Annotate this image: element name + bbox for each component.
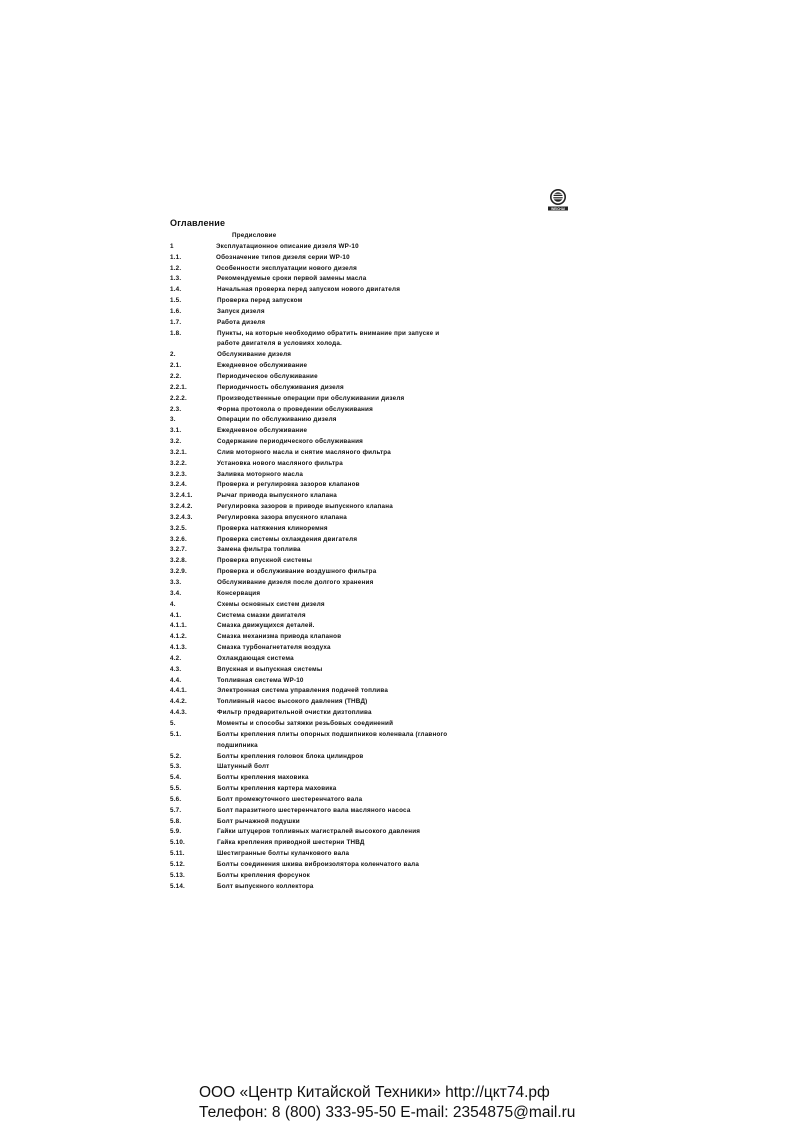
toc-entry-title: Проверка натяжения клиноремня — [217, 524, 328, 532]
toc-entry-title: Запуск дизеля — [217, 307, 265, 315]
toc-entry-title: Регулировка зазора впускного клапана — [217, 513, 347, 521]
toc-entry[interactable] — [170, 502, 590, 513]
toc-entry-number: 1.4. — [170, 286, 182, 294]
toc-entry-title: Особенности эксплуатации нового дизеля — [216, 264, 357, 272]
toc-entry-title: Проверка впускной системы — [217, 557, 313, 565]
toc-entry[interactable] — [170, 296, 590, 307]
toc-entry-number: 1.2. — [170, 264, 182, 272]
toc-entry[interactable] — [170, 752, 590, 763]
toc-entry[interactable] — [170, 600, 590, 611]
toc-entry-title: Фильтр предварительной очистки дизтоплива — [217, 709, 372, 717]
toc-entry[interactable] — [170, 643, 590, 654]
toc-entry[interactable] — [170, 817, 590, 828]
toc-entry-title: Установка нового масляного фильтра — [217, 459, 343, 467]
toc-entry-number: 4.4. — [170, 676, 182, 684]
toc-entry-number: 3.2.3. — [170, 470, 187, 478]
toc-entry-title: Консервация — [217, 589, 261, 597]
toc-entry-title: Проверка и регулировка зазоров клапанов — [217, 481, 360, 489]
toc-entry[interactable] — [170, 860, 590, 871]
toc-entry-number: 5.1. — [170, 730, 182, 738]
toc-entry-title: Периодическое обслуживание — [217, 372, 318, 380]
toc-entry[interactable] — [170, 405, 590, 416]
toc-entry-title: Обслуживание дизеля — [217, 351, 292, 359]
toc-entry-number: 1.1. — [170, 253, 182, 261]
toc-entry-title: Гайки штуцеров топливных магистралей высокого давления — [217, 828, 421, 836]
toc-entry[interactable] — [170, 632, 590, 643]
toc-entry-number: 3.4. — [170, 589, 182, 597]
toc-entry-title: Болт паразитного шестеренчатого вала масляного насоса — [217, 806, 411, 814]
toc-entry[interactable] — [170, 264, 590, 275]
toc-entry-title: Эксплуатационное описание дизеля WP-10 — [216, 242, 359, 250]
toc-entry-title: Топливная система WP-10 — [217, 676, 304, 684]
toc-entry-number: 3. — [170, 416, 176, 424]
toc-entry-title: Замена фильтра топлива — [217, 546, 301, 554]
toc-entry[interactable] — [170, 274, 590, 285]
toc-entry-number: 1.8. — [170, 329, 182, 337]
toc-entry-title: Моменты и способы затяжки резьбовых соединений — [217, 719, 394, 727]
toc-entry-number: 5.11. — [170, 850, 185, 858]
toc-entry-number: 5.5. — [170, 785, 182, 793]
toc-entry[interactable] — [170, 697, 590, 708]
toc-entry-number: 4.4.1. — [170, 687, 187, 695]
toc-entry-number: 3.2. — [170, 438, 182, 446]
toc-entry-title: Топливный насос высокого давления (ТНВД) — [217, 698, 368, 706]
toc-entry[interactable] — [170, 459, 590, 470]
toc-entry-number: 1.7. — [170, 318, 182, 326]
toc-entry-title: Регулировка зазоров в приводе выпускного клапана — [217, 503, 393, 511]
toc-entry-number: 2. — [170, 351, 176, 359]
toc-entry-title: Ежедневное обслуживание — [217, 427, 308, 435]
toc-entry-number: 4.2. — [170, 654, 182, 662]
toc-entry-number: 5. — [170, 719, 176, 727]
toc-entry-title: Пункты, на которые необходимо обратить внимание при запуске и — [217, 329, 440, 337]
toc-entry-number: 3.2.4.2. — [170, 503, 193, 511]
toc-entry-title: Гайка крепления приводной шестерни ТНВД — [217, 839, 365, 847]
toc-entry-title: Шестигранные болты кулачкового вала — [217, 850, 350, 858]
toc-entry-number: 5.8. — [170, 817, 182, 825]
toc-entry-number: 2.2.2. — [170, 394, 187, 402]
toc-entry-title: Болты крепления плиты опорных подшипников коленвала (главного — [217, 730, 448, 738]
toc-entry-number: 3.2.2. — [170, 459, 187, 467]
toc-entry-number: 5.12. — [170, 860, 186, 868]
toc-entry[interactable] — [170, 394, 590, 405]
toc-entry-title: Обозначение типов дизеля серии WP-10 — [216, 253, 350, 261]
toc-entry[interactable] — [170, 339, 590, 350]
toc-entry-title: Производственные операции при обслуживании дизеля — [217, 394, 405, 402]
toc-entry[interactable] — [170, 556, 590, 567]
toc-entry-title: Шатунный болт — [217, 763, 270, 771]
toc-entry-title: Смазка механизма привода клапанов — [217, 633, 342, 641]
toc-entry[interactable] — [170, 827, 590, 838]
toc-entry-number: 3.2.8. — [170, 557, 187, 565]
toc-entry-number: 2.3. — [170, 405, 182, 413]
toc-entry-number: 5.2. — [170, 752, 182, 760]
toc-entry[interactable] — [170, 773, 590, 784]
toc-entry-title: Содержание периодического обслуживания — [217, 438, 364, 446]
toc-entry-number: 5.13. — [170, 871, 186, 879]
toc-entry-number: 1.6. — [170, 307, 182, 315]
toc-entry[interactable] — [170, 578, 590, 589]
toc-entry-title: Рычаг привода выпускного клапана — [217, 492, 338, 500]
toc-entry-title: Проверка перед запуском — [217, 297, 303, 305]
toc-entry[interactable] — [170, 491, 590, 502]
toc-entry-title: Проверка и обслуживание воздушного фильтра — [217, 568, 377, 576]
toc-entry[interactable] — [170, 285, 590, 296]
toc-entry-title: Слив моторного масла и снятие масляного фильтра — [217, 448, 391, 456]
toc-entry-number: 5.14. — [170, 882, 186, 890]
toc-entry-number: 4.3. — [170, 665, 182, 673]
toc-entry-number: 3.2.9. — [170, 568, 187, 576]
toc-entry-number: 3.2.4.3. — [170, 513, 193, 521]
toc-entry-title: Ежедневное обслуживание — [217, 362, 308, 370]
toc-entry-title: Электронная система управления подачей топлива — [217, 687, 389, 695]
toc-entry-title: Форма протокола о проведении обслуживания — [217, 405, 374, 413]
toc-entry[interactable] — [170, 676, 590, 687]
table-of-contents — [170, 231, 590, 892]
toc-entry-title: Охлаждающая система — [217, 654, 294, 662]
toc-entry[interactable] — [170, 426, 590, 437]
toc-entry-title: Начальная проверка перед запуском нового двигателя — [217, 286, 401, 294]
toc-entry-title: Болты крепления картера маховика — [217, 785, 337, 793]
toc-entry-title: Предисловие — [232, 232, 277, 239]
toc-entry-title: Болт рычажной подушки — [217, 817, 300, 825]
toc-entry-title: Проверка системы охлаждения двигателя — [217, 535, 358, 543]
toc-entry[interactable] — [170, 318, 590, 329]
toc-entry-title: Периодичность обслуживания дизеля — [217, 383, 344, 391]
toc-entry-number: 3.2.5. — [170, 524, 187, 532]
toc-entry[interactable] — [170, 589, 590, 600]
toc-entry[interactable] — [170, 806, 590, 817]
toc-entry-title: подшипника — [217, 741, 258, 749]
toc-entry[interactable] — [170, 784, 590, 795]
toc-entry-number: 3.2.4. — [170, 481, 187, 489]
toc-entry-title: Схемы основных систем дизеля — [217, 600, 325, 608]
toc-entry-number: 5.3. — [170, 763, 182, 771]
footer-company-line: ООО «Центр Китайской Техники» http://цкт74.рф — [199, 1084, 550, 1101]
toc-entry[interactable] — [170, 329, 590, 340]
toc-entry-title: Работа дизеля — [217, 318, 266, 326]
toc-entry-number: 4.1. — [170, 611, 182, 619]
toc-entry[interactable] — [170, 361, 590, 372]
toc-entry-title: Операции по обслуживанию дизеля — [217, 416, 337, 424]
toc-entry-number: 4. — [170, 600, 176, 608]
toc-entry[interactable] — [170, 686, 590, 697]
toc-entry[interactable] — [170, 231, 590, 242]
toc-entry-number: 5.10. — [170, 839, 186, 847]
toc-entry[interactable] — [170, 795, 590, 806]
toc-entry-number: 3.2.1. — [170, 448, 187, 456]
toc-entry-number: 3.3. — [170, 579, 182, 586]
toc-entry[interactable] — [170, 253, 590, 264]
company-logo-icon — [546, 188, 570, 212]
toc-entry[interactable] — [170, 350, 590, 361]
toc-entry-title: Болт выпускного коллектора — [217, 882, 314, 890]
toc-entry[interactable] — [170, 383, 590, 394]
toc-entry-number: 1 — [170, 242, 174, 250]
toc-entry-number: 5.4. — [170, 774, 182, 782]
toc-entry[interactable] — [170, 762, 590, 773]
footer — [199, 1083, 575, 1123]
toc-entry-title: Заливка моторного масла — [217, 470, 304, 478]
toc-entry[interactable] — [170, 524, 590, 535]
toc-entry-number: 4.1.3. — [170, 644, 187, 652]
toc-entry-title: Рекомендуемые сроки первой замены масла — [217, 275, 367, 283]
toc-entry[interactable] — [170, 621, 590, 632]
toc-entry-number: 5.9. — [170, 828, 182, 836]
toc-entry[interactable] — [170, 611, 590, 622]
toc-entry-number: 4.1.2. — [170, 633, 187, 641]
toc-entry-number: 1.5. — [170, 297, 182, 305]
toc-entry-title: Болты крепления маховика — [217, 774, 309, 782]
footer-contact-line: Телефон: 8 (800) 333-95-50 E-mail: 2354875@mail.ru — [199, 1104, 576, 1121]
toc-entry[interactable] — [170, 665, 590, 676]
toc-entry[interactable] — [170, 535, 590, 546]
toc-entry[interactable] — [170, 849, 590, 860]
toc-entry-number: 5.7. — [170, 806, 182, 814]
toc-entry-number: 4.4.3. — [170, 709, 187, 717]
toc-entry[interactable] — [170, 708, 590, 719]
toc-entry[interactable] — [170, 567, 590, 578]
toc-entry[interactable] — [170, 513, 590, 524]
toc-entry-number: 3.1. — [170, 427, 182, 435]
toc-entry-title: Обслуживание дизеля после долгого хранения — [217, 579, 374, 586]
toc-entry[interactable] — [170, 307, 590, 318]
toc-entry-title: Болты соединения шкива виброизолятора коленчатого вала — [217, 860, 420, 868]
toc-entry[interactable] — [170, 372, 590, 383]
toc-entry-number: 3.2.6. — [170, 535, 187, 543]
toc-entry-title: Болты крепления форсунок — [217, 871, 310, 879]
toc-entry-number: 2.2.1. — [170, 383, 187, 391]
toc-entry[interactable] — [170, 654, 590, 665]
toc-entry[interactable] — [170, 437, 590, 448]
toc-entry[interactable] — [170, 545, 590, 556]
toc-entry[interactable] — [170, 719, 590, 730]
toc-entry-title: работе двигателя в условиях холода. — [217, 340, 342, 348]
toc-entry-number: 2.2. — [170, 372, 182, 380]
toc-entry[interactable] — [170, 242, 590, 253]
toc-entry-number: 4.4.2. — [170, 698, 187, 706]
toc-entry-title: Болты крепления головок блока цилиндров — [217, 752, 364, 760]
toc-entry-number: 3.2.4.1. — [170, 492, 193, 500]
toc-entry[interactable] — [170, 871, 590, 882]
toc-entry-title: Система смазки двигателя — [217, 611, 306, 619]
toc-entry-number: 1.3. — [170, 275, 182, 283]
toc-entry[interactable] — [170, 470, 590, 481]
toc-entry-number: 3.2.7. — [170, 546, 187, 554]
toc-entry[interactable] — [170, 415, 590, 426]
toc-entry[interactable] — [170, 448, 590, 459]
toc-entry-title: Болт промежуточного шестеренчатого вала — [217, 795, 363, 803]
toc-entry-title: Смазка турбонагнетателя воздуха — [217, 644, 331, 652]
toc-entry[interactable] — [170, 730, 590, 741]
toc-entry-number: 5.6. — [170, 795, 182, 803]
toc-entry-number: 4.1.1. — [170, 622, 187, 630]
toc-entry-number: 2.1. — [170, 362, 182, 370]
toc-entry[interactable] — [170, 480, 590, 491]
logo-text: WEICHAI — [551, 206, 565, 211]
toc-entry-title: Впускная и выпускная системы — [217, 665, 323, 673]
toc-title: Оглавление — [170, 218, 226, 228]
toc-entry[interactable] — [170, 838, 590, 849]
toc-entry[interactable] — [170, 741, 590, 752]
toc-entry-title: Смазка движущихся деталей. — [217, 622, 315, 630]
toc-entry[interactable] — [170, 882, 590, 893]
